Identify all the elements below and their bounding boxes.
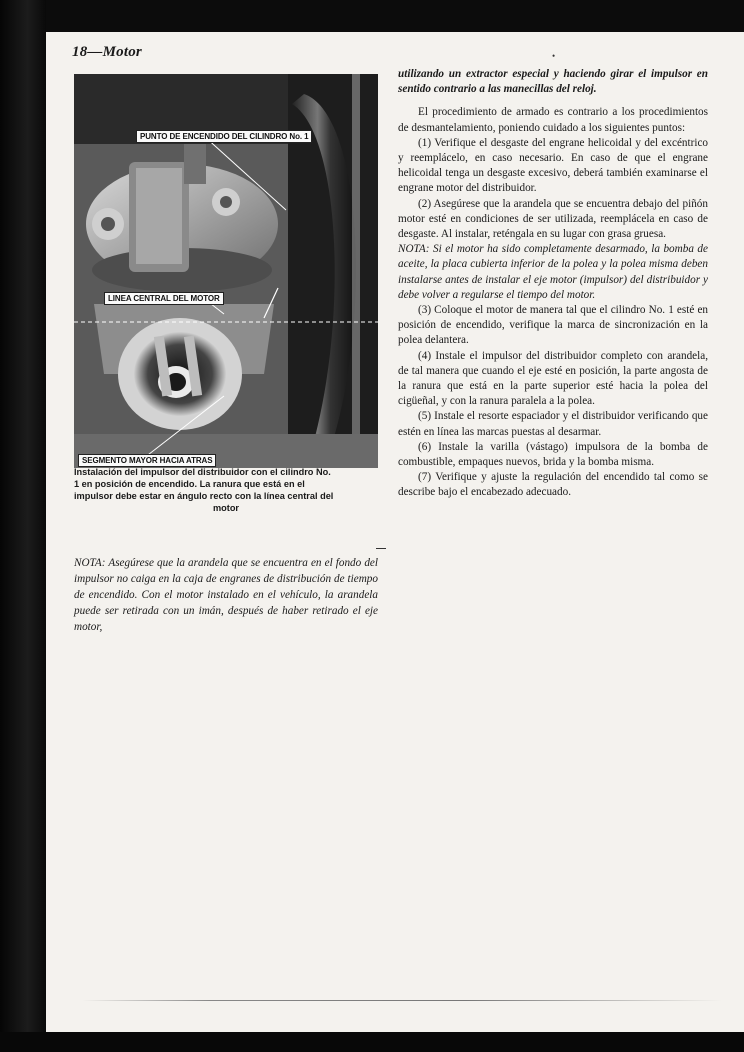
step-2: (2) Asegúrese que la arandela que se encuentra debajo del piñón motor esté en condiciones de ser utilizada, reemplácela en caso de desgaste. Al instalar, reténgala en su lugar con grasa gruesa. (398, 197, 708, 241)
continuation-text: utilizando un extractor especial y haciendo girar el impulsor en sentido contrario a las manecillas del reloj. (398, 68, 708, 96)
engine-photo (74, 74, 378, 468)
caption-line: impulsor debe estar en ángulo recto con la línea central del (74, 491, 334, 501)
note-paragraph: NOTA: Si el motor ha sido completamente desarmado, la bomba de aceite, la placa cubierta inferior de la polea y la polea misma deben instalarse antes de instalar el eje motor (impulsor) del distribuidor y debe volver a regularse el tiempo del motor. (398, 243, 708, 301)
step-3: (3) Coloque el motor de manera tal que el cilindro No. 1 esté en posición de encendido, verifique la marca de sincronización en la polea delantera. (398, 304, 708, 347)
step-4: (4) Instale el impulsor del distribuidor completo con arandela, de tal manera que cuando el eje esté en posición, la parte angosta de la ranura que está en la parte superior esté hacia la polea del cigüeñal, y con la ranura paralela a la polea. (398, 349, 708, 408)
caption-line: 1 en posición de encendido. La ranura que está en el (74, 479, 305, 489)
caption-line: Instalación del impulsor del distribuidor con el cilindro No. (74, 467, 331, 477)
callout-engine-centerline: LINEA CENTRAL DEL MOTOR (104, 292, 224, 305)
page-mark: • (552, 51, 556, 61)
running-head: 18—Motor (72, 44, 142, 60)
caption-line: motor (212, 503, 240, 513)
figure-caption (74, 466, 378, 514)
step-5: (5) Instale el resorte espaciador y el distribuidor verificando que estén en línea las marcas puestas al desarmar. (398, 410, 708, 438)
callout-firing-point: PUNTO DE ENCENDIDO DEL CILINDRO No. 1 (136, 130, 312, 143)
margin-tick (376, 548, 386, 549)
scan-bottom-edge (0, 1032, 744, 1052)
right-column (398, 67, 708, 501)
step-6: (6) Instale la varilla (vástago) impulsora de la bomba de combustible, empaques nuevos, brida y la bomba misma. (398, 440, 708, 469)
scan-left-edge (0, 0, 46, 1052)
callout-major-segment: SEGMENTO MAYOR HACIA ATRAS (78, 454, 216, 467)
left-note: NOTA: Asegúrese que la arandela que se encuentra en el fondo del impulsor no caiga en la caja de engranes de distribución de tiempo de encendido. Con el motor instalado en el vehículo, la arandela puede ser retirada con un imán, después de haber retirado el eje motor, (74, 557, 378, 633)
step-7: (7) Verifique y ajuste la regulación del encendido tal como se describe bajo el encabezado adecuado. (398, 471, 708, 499)
intro-paragraph: El procedimiento de armado es contrario a los procedimientos de desmantelamiento, poniendo cuidado a los siguientes puntos: (398, 106, 708, 134)
scan-bottom-rule (82, 1000, 722, 1001)
step-1: (1) Verifique el desgaste del engrane helicoidal y del excéntrico y reemplácelo, en caso necesario. En caso de que el engrane helicoidal tenga un desgaste excesivo, deberá también examinarse el engrane motor del distribuidor. (398, 136, 708, 195)
